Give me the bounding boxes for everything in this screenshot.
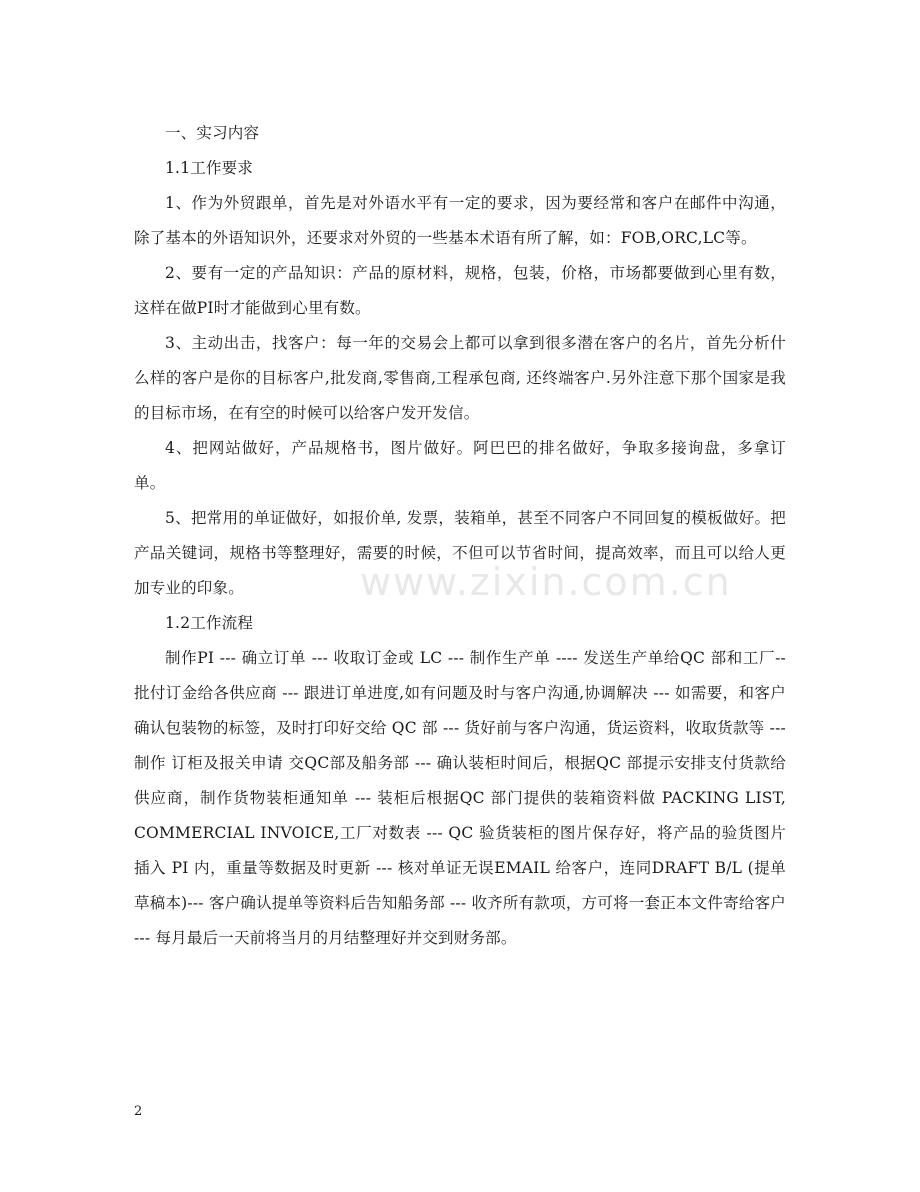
paragraph-2: 2、要有一定的产品知识：产品的原材料，规格，包装，价格，市场都要做到心里有数，这样在做PI时才能做到心里有数。 [134, 264, 786, 317]
paragraph-5: 5、把常用的单证做好，如报价单, 发票，装箱单，甚至不同客户不同回复的模板做好。把产品关键词，规格书等整理好，需要的时候，不但可以节省时间，提高效率，而且可以给人更加专业的印象。 [134, 509, 786, 597]
watermark: www.zixin.com.cn [360, 560, 732, 604]
paragraph-4: 4、把网站做好，产品规格书，图片做好。阿巴巴的排名做好，争取多接询盘，多拿订单。 [134, 439, 786, 492]
paragraph-1: 1、作为外贸跟单，首先是对外语水平有一定的要求，因为要经常和客户在邮件中沟通，除了基本的外语知识外，还要求对外贸的一些基本术语有所了解，如：FOB,ORC,LC等。 [134, 194, 786, 247]
paragraph-3: 3、主动出击，找客户：每一年的交易会上都可以拿到很多潜在客户的名片，首先分析什么样的客户是你的目标客户,批发商,零售商,工程承包商, 还终端客户.另外注意下那个国家是我的目标市场，在有空的时候可以给客户发开发信。 [134, 334, 786, 422]
subsection-heading-work-process: 1.2工作流程 [165, 614, 254, 632]
page-number: 2 [134, 1104, 143, 1119]
section-heading: 一、实习内容 [165, 124, 260, 142]
subsection-heading-work-requirements: 1.1工作要求 [165, 159, 254, 177]
document-body [134, 116, 786, 956]
paragraph-process: 制作PI --- 确立订单 --- 收取订金或 LC --- 制作生产单 ---- 发送生产单给QC 部和工厂-- 批付订金给各供应商 --- 跟进订单进度,如有问题及时与客户沟通,协调解决 --- 如需要，和客户确认包装物的标签，及时打印好交给 QC 部 --- 货好前与客户沟通，货运资料，收取货款等 --- 制作 订柜及报关申请 交QC部及船务部 --- 确认装柜时间后，根据QC 部提示安排支付货款给供应商，制作货物装柜通知单 --- 装柜后根据QC 部门提供的装箱资料做 PACKING LIST, COMMERCIAL INVOICE,工厂对数表 --- QC 验货装柜的图片保存好，将产品的验货图片插入 PI 内，重量等数据及时更新 --- 核对单证无误EMAIL 给客户，连同DRAFT B/L (提单草稿本)--- 客户确认提单等资料后告知船务部 --- 收齐所有款项，方可将一套正本文件寄给客户 --- 每月最后一天前将当月的月结整理好并交到财务部。 [134, 649, 786, 947]
